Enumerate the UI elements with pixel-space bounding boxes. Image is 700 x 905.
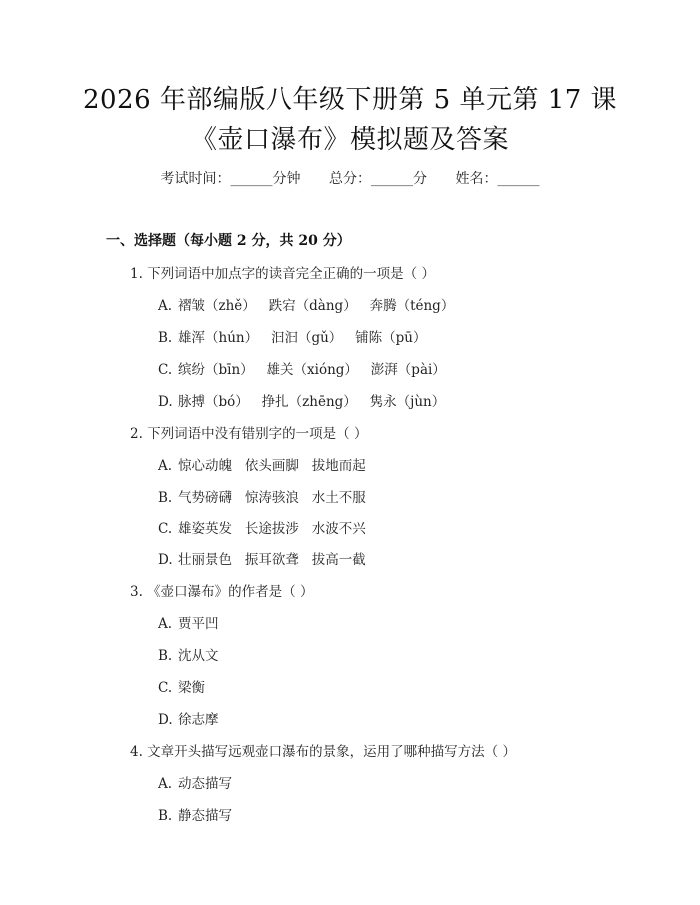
question-1-option-a bbox=[158, 294, 454, 314]
option-text: 雄浑（hún） 汩汩（gǔ） 铺陈（pū） bbox=[178, 330, 427, 346]
question-1-stem: 1. 下列词语中加点字的读音完全正确的一项是（ ） bbox=[130, 266, 435, 282]
option-letter: C. bbox=[158, 680, 173, 696]
option-letter: C. bbox=[158, 521, 173, 537]
option-letter: A. bbox=[158, 458, 173, 474]
title-line-2: 《壶口瀑布》模拟题及答案 bbox=[190, 125, 509, 155]
question-2-option-a bbox=[158, 454, 366, 474]
option-letter: D. bbox=[158, 712, 173, 728]
option-letter: D. bbox=[158, 394, 173, 410]
question-3-option-a bbox=[158, 612, 219, 632]
question-3-stem: 3. 《壶口瀑布》的作者是（ ） bbox=[130, 584, 314, 600]
question-2-stem: 2. 下列词语中没有错别字的一项是（ ） bbox=[130, 426, 368, 442]
option-letter: A. bbox=[158, 616, 173, 632]
option-letter: B. bbox=[158, 330, 173, 346]
option-text: 徐志摩 bbox=[178, 712, 219, 728]
option-text: 动态描写 bbox=[178, 776, 232, 792]
option-text: 脉搏（bó） 挣扎（zhēng） 隽永（jùn） bbox=[178, 394, 446, 410]
document-title bbox=[0, 80, 700, 160]
option-text: 梁衡 bbox=[178, 680, 205, 696]
option-letter: B. bbox=[158, 490, 173, 506]
question-3-option-b bbox=[158, 644, 219, 664]
exam-meta-row bbox=[0, 168, 700, 188]
option-letter: B. bbox=[158, 808, 173, 824]
question-2-option-b bbox=[158, 486, 366, 506]
option-letter: C. bbox=[158, 362, 173, 378]
exam-time-field: 考试时间：______分钟 bbox=[160, 171, 301, 187]
option-text: 惊心动魄 依头画脚 拔地而起 bbox=[178, 458, 366, 474]
option-text: 贾平凹 bbox=[178, 616, 219, 632]
title-line-1: 2026 年部编版八年级下册第 5 单元第 17 课 bbox=[82, 85, 618, 115]
name-field: 姓名：______ bbox=[455, 171, 540, 187]
question-4-option-b bbox=[158, 804, 232, 824]
question-4-stem: 4. 文章开头描写远观壶口瀑布的景象，运用了哪种描写方法（ ） bbox=[130, 744, 516, 760]
option-text: 沈从文 bbox=[178, 648, 219, 664]
question-3-option-d bbox=[158, 708, 219, 728]
question-2-option-d bbox=[158, 548, 366, 568]
question-3-option-c bbox=[158, 676, 205, 696]
option-text: 雄姿英发 长途拔涉 水波不兴 bbox=[178, 521, 366, 537]
option-text: 缤纷（bīn） 雄关（xióng） 澎湃（pài） bbox=[178, 362, 446, 378]
section-heading: 一、选择题（每小题 2 分，共 20 分） bbox=[106, 233, 351, 249]
question-1-option-c bbox=[158, 358, 446, 378]
option-text: 静态描写 bbox=[178, 808, 232, 824]
option-text: 气势磅礴 惊涛骇浪 水土不服 bbox=[178, 490, 366, 506]
question-1-option-b bbox=[158, 326, 427, 346]
question-1-option-d bbox=[158, 390, 445, 410]
option-letter: A. bbox=[158, 776, 173, 792]
question-4-option-a bbox=[158, 772, 232, 792]
option-letter: D. bbox=[158, 552, 173, 568]
option-letter: B. bbox=[158, 648, 173, 664]
option-letter: A. bbox=[158, 298, 173, 314]
question-2-option-c bbox=[158, 517, 366, 537]
option-text: 褶皱（zhě） 跌宕（dàng） 奔腾（téng） bbox=[178, 298, 455, 314]
option-text: 壮丽景色 振耳欲聋 拔高一截 bbox=[178, 552, 366, 568]
total-score-field: 总分：______分 bbox=[329, 171, 427, 187]
